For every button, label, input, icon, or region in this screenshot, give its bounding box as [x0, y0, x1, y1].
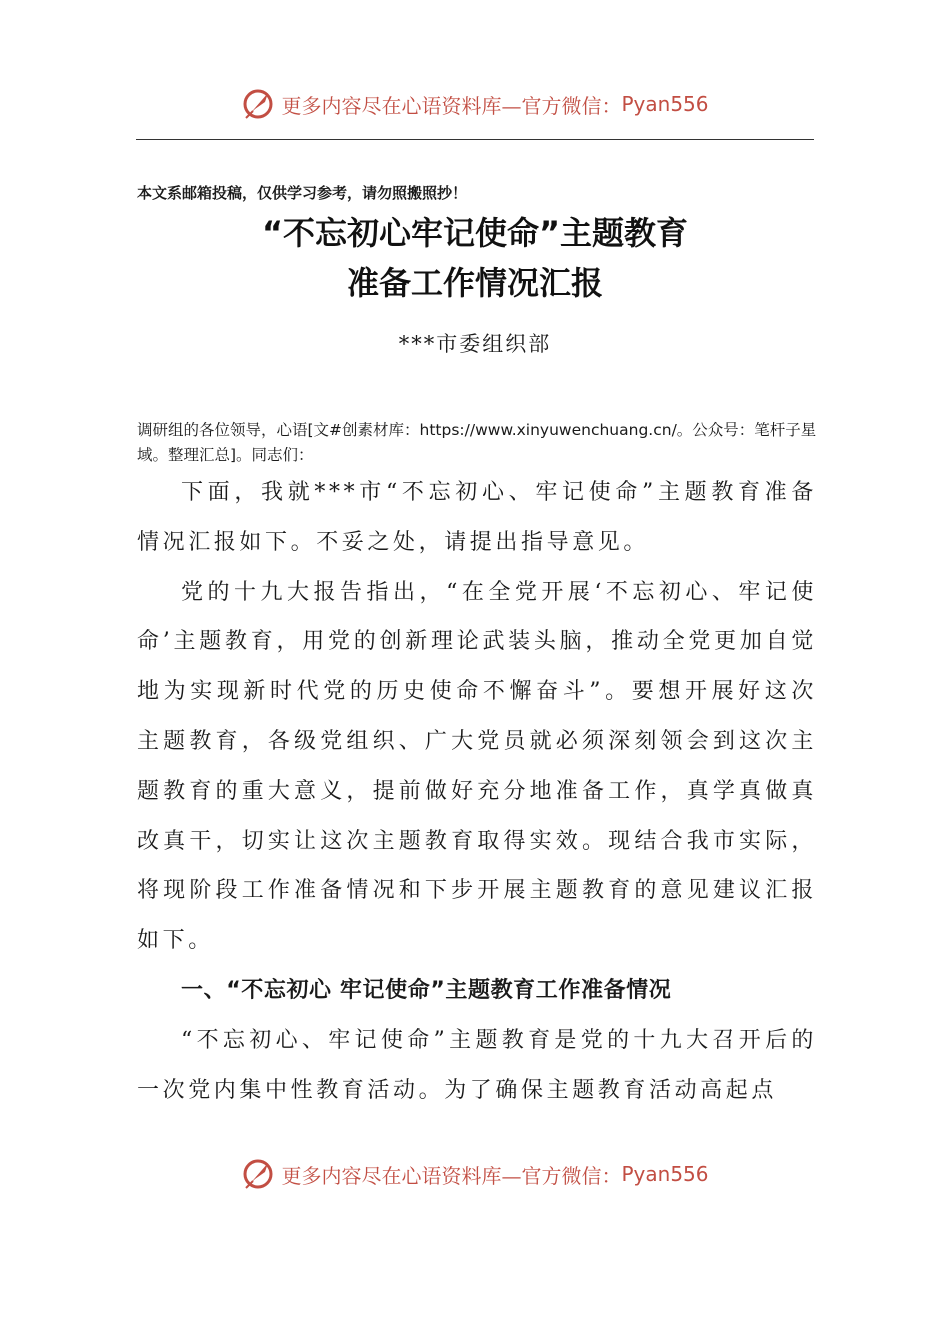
footer-banner: [0, 1152, 950, 1196]
document-title-line-1: “不忘初心牢记使命”主题教育: [261, 214, 689, 252]
body-paragraph: 党的十九大报告指出，“在全党开展‘不忘初心、牢记使命’主题教育，用党的创新理论武装头脑，推动全党更加自觉地为实现新时代党的历史使命不懈奋斗”。要想开展好这次主题教育，各级党组织、广大党员就必须深刻领会到这次主题教育的重大意义，提前做好充分地准备工作，真学真做真改真干，切实让这次主题教育取得实效。现结合我市实际，将现阶段工作准备情况和下步开展主题教育的意见建议汇报如下。: [137, 579, 817, 954]
section-heading: 一、“不忘初心 牢记使命”主题教育工作准备情况: [181, 977, 672, 1003]
quill-pen-logo-icon: [241, 87, 275, 121]
banner-wechat-id: Pyan556: [621, 92, 709, 116]
intro-greeting: 调研组的各位领导，心语[文#创素材库：https://www.xinyuwenchuang.cn/。公众号：笔杆子星域。整理汇总]。同志们：: [137, 421, 817, 464]
document-title-line-2: 准备工作情况汇报: [346, 264, 603, 302]
banner-text: 更多内容尽在心语资料库—官方微信：: [281, 1163, 622, 1188]
quill-pen-logo-icon: [241, 1157, 275, 1191]
body-paragraph: 下面，我就***市“不忘初心、牢记使命”主题教育准备情况汇报如下。不妥之处，请提出指导意见。: [137, 480, 817, 555]
banner-wechat-id: Pyan556: [621, 1162, 709, 1186]
submission-notice: 本文系邮箱投稿，仅供学习参考，请勿照搬照抄！: [137, 184, 468, 202]
document-body: [137, 468, 817, 1115]
header-divider: [136, 139, 814, 140]
author-organization: ***市委组织部: [398, 332, 552, 356]
header-banner: [0, 82, 950, 126]
body-paragraph: “不忘初心、牢记使命”主题教育是党的十九大召开后的一次党内集中性教育活动。为了确保主题教育活动高起点: [137, 1027, 817, 1103]
banner-text: 更多内容尽在心语资料库—官方微信：: [281, 93, 622, 118]
